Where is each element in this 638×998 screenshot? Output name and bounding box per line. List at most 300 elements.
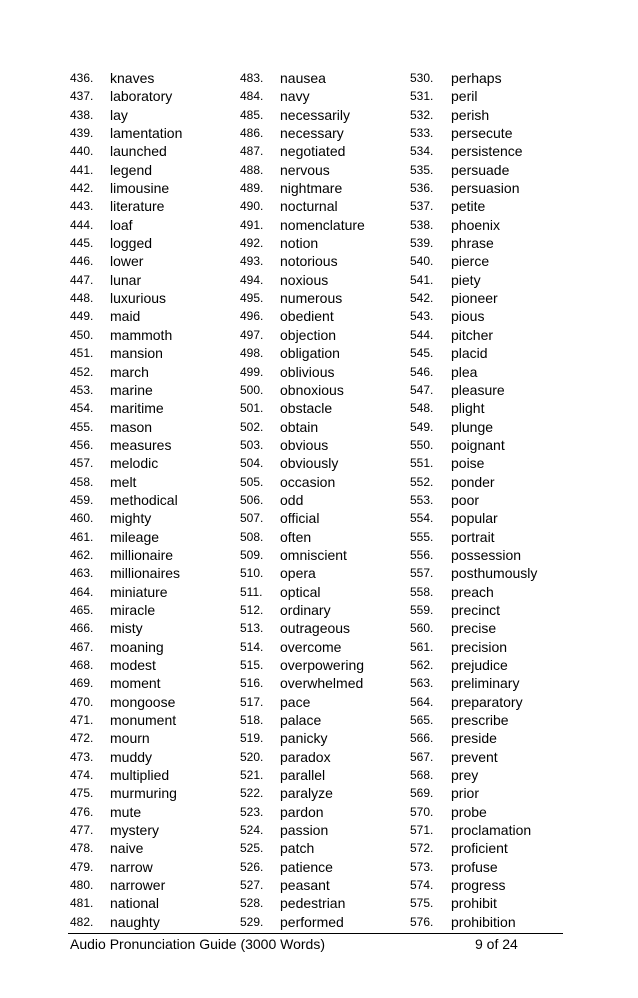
entry-number: 551. <box>410 456 434 471</box>
entry-word: persistence <box>451 143 523 160</box>
entry-word: occasion <box>280 473 336 490</box>
entry-word: misty <box>110 620 143 637</box>
list-item <box>70 729 182 747</box>
entry-word: miniature <box>110 583 168 600</box>
list-item <box>410 693 537 711</box>
entry-word: prevent <box>451 748 498 765</box>
entry-number: 462. <box>70 547 94 562</box>
entry-word: outrageous <box>280 620 351 637</box>
entry-word: mammoth <box>110 326 173 343</box>
entry-word: pierce <box>451 253 490 270</box>
list-item <box>240 142 365 160</box>
entry-number: 533. <box>410 126 434 141</box>
list-item <box>410 344 537 362</box>
entry-word: navy <box>280 88 310 105</box>
entry-number: 541. <box>410 272 434 287</box>
list-item <box>410 216 537 234</box>
entry-word: nausea <box>280 70 326 86</box>
entry-number: 481. <box>70 896 94 911</box>
entry-word: knaves <box>110 70 155 86</box>
entry-number: 524. <box>240 823 264 838</box>
list-item <box>410 142 537 160</box>
list-item <box>70 179 182 197</box>
entry-word: millionaire <box>110 546 174 563</box>
entry-number: 471. <box>70 713 94 728</box>
list-item <box>410 326 537 344</box>
entry-word: obviously <box>280 455 339 472</box>
entry-word: probe <box>451 803 487 820</box>
list-item <box>410 913 537 931</box>
entry-number: 557. <box>410 566 434 581</box>
entry-word: modest <box>110 657 156 673</box>
entry-number: 490. <box>240 199 264 214</box>
entry-number: 455. <box>70 419 94 434</box>
entry-word: prior <box>451 785 480 802</box>
entry-word: overwhelmed <box>280 675 364 692</box>
entry-number: 544. <box>410 327 434 342</box>
entry-number: 539. <box>410 236 434 251</box>
entry-number: 556. <box>410 547 434 562</box>
entry-number: 528. <box>240 896 264 911</box>
entry-number: 555. <box>410 529 434 544</box>
list-item <box>410 894 537 912</box>
entry-word: lamentation <box>110 125 183 142</box>
list-item <box>410 564 537 582</box>
entry-number: 530. <box>410 71 434 85</box>
list-item <box>410 234 537 252</box>
entry-word: perhaps <box>451 70 502 86</box>
list-item <box>410 546 537 564</box>
entry-number: 468. <box>70 658 94 672</box>
list-item <box>240 234 365 252</box>
entry-word: numerous <box>280 290 343 307</box>
entry-word: measures <box>110 436 172 453</box>
entry-word: precise <box>451 620 497 637</box>
entry-number: 527. <box>240 878 264 893</box>
entry-word: limousine <box>110 180 170 197</box>
entry-word: profuse <box>451 858 498 875</box>
entry-word: performed <box>280 913 344 930</box>
entry-word: palace <box>280 712 322 729</box>
entry-number: 495. <box>240 291 264 306</box>
entry-number: 493. <box>240 254 264 269</box>
entry-number: 545. <box>410 346 434 361</box>
entry-number: 534. <box>410 144 434 159</box>
list-item <box>410 876 537 894</box>
entry-number: 516. <box>240 676 264 691</box>
entry-number: 472. <box>70 731 94 746</box>
list-item <box>70 528 182 546</box>
list-item <box>240 528 365 546</box>
list-item <box>410 69 537 87</box>
entry-number: 506. <box>240 492 264 507</box>
list-item <box>70 197 182 215</box>
entry-word: notion <box>280 235 319 252</box>
entry-number: 500. <box>240 382 264 397</box>
list-item <box>410 161 537 179</box>
entry-number: 546. <box>410 364 434 379</box>
entry-number: 473. <box>70 749 94 764</box>
list-item <box>70 106 182 124</box>
entry-word: preside <box>451 730 497 747</box>
list-item <box>410 821 537 839</box>
list-item <box>240 161 365 179</box>
entry-word: ponder <box>451 473 495 490</box>
list-item <box>240 876 365 894</box>
entry-number: 461. <box>70 529 94 544</box>
entry-number: 512. <box>240 602 264 617</box>
list-item <box>410 674 537 692</box>
list-item <box>240 344 365 362</box>
entry-word: paralyze <box>280 785 333 802</box>
entry-number: 494. <box>240 272 264 287</box>
list-item <box>240 729 365 747</box>
entry-word: lunar <box>110 271 142 288</box>
entry-number: 444. <box>70 217 94 232</box>
entry-word: poignant <box>451 436 505 453</box>
entry-number: 453. <box>70 382 94 397</box>
entry-word: patience <box>280 858 333 875</box>
list-item <box>240 454 365 472</box>
entry-number: 510. <box>240 566 264 581</box>
entry-word: precision <box>451 638 508 655</box>
entry-number: 573. <box>410 859 434 874</box>
entry-number: 576. <box>410 914 434 929</box>
list-item <box>70 803 182 821</box>
list-item <box>70 674 182 692</box>
entry-word: naughty <box>110 913 160 930</box>
list-item <box>70 161 182 179</box>
entry-word: placid <box>451 345 488 362</box>
entry-number: 491. <box>240 217 264 232</box>
entry-number: 536. <box>410 181 434 196</box>
entry-number: 448. <box>70 291 94 306</box>
entry-word: pious <box>451 308 485 325</box>
list-item <box>70 69 182 87</box>
entry-word: paradox <box>280 748 331 765</box>
entry-word: oblivious <box>280 363 335 380</box>
list-item <box>410 601 537 619</box>
entry-word: nomenclature <box>280 216 365 233</box>
entry-word: millionaires <box>110 565 181 582</box>
entry-word: pioneer <box>451 290 498 307</box>
entry-number: 477. <box>70 823 94 838</box>
entry-number: 463. <box>70 566 94 581</box>
list-item <box>240 436 365 454</box>
entry-word: monument <box>110 712 177 729</box>
entry-number: 520. <box>240 749 264 764</box>
entry-word: mourn <box>110 730 150 747</box>
entry-number: 564. <box>410 694 434 709</box>
list-item <box>70 234 182 252</box>
entry-number: 519. <box>240 731 264 746</box>
list-item <box>240 106 365 124</box>
word-column-2 <box>240 69 365 931</box>
entry-word: obstacle <box>280 400 333 417</box>
entry-number: 529. <box>240 914 264 929</box>
list-item <box>240 839 365 857</box>
entry-word: proficient <box>451 840 508 857</box>
list-item <box>240 271 365 289</box>
entry-number: 562. <box>410 658 434 672</box>
list-item <box>410 491 537 509</box>
entry-number: 475. <box>70 786 94 801</box>
entry-number: 552. <box>410 474 434 489</box>
entry-word: pace <box>280 693 311 710</box>
entry-number: 487. <box>240 144 264 159</box>
entry-word: miracle <box>110 601 156 618</box>
entry-word: prescribe <box>451 712 509 729</box>
list-item <box>240 69 365 87</box>
entry-word: obvious <box>280 436 329 453</box>
entry-word: maid <box>110 308 141 325</box>
entry-word: pedestrian <box>280 895 346 912</box>
list-item <box>410 436 537 454</box>
footer-divider <box>68 933 563 934</box>
list-item <box>70 344 182 362</box>
entry-number: 504. <box>240 456 264 471</box>
entry-word: often <box>280 528 312 545</box>
entry-number: 467. <box>70 639 94 654</box>
list-item <box>70 381 182 399</box>
entry-word: peril <box>451 88 478 105</box>
entry-word: plunge <box>451 418 494 435</box>
list-item <box>410 638 537 656</box>
entry-word: preach <box>451 583 494 600</box>
list-item <box>70 87 182 105</box>
entry-number: 446. <box>70 254 94 269</box>
entry-word: pitcher <box>451 326 494 343</box>
entry-word: omniscient <box>280 546 347 563</box>
list-item <box>240 546 365 564</box>
entry-word: nervous <box>280 161 330 178</box>
entry-word: parallel <box>280 767 326 784</box>
entry-number: 567. <box>410 749 434 764</box>
entry-word: maritime <box>110 400 164 417</box>
list-item <box>70 399 182 417</box>
entry-word: obedient <box>280 308 334 325</box>
entry-word: official <box>280 510 320 527</box>
entry-word: necessarily <box>280 106 351 123</box>
entry-number: 482. <box>70 914 94 929</box>
entry-number: 441. <box>70 162 94 177</box>
entry-number: 501. <box>240 401 264 416</box>
entry-number: 485. <box>240 107 264 122</box>
word-column-3 <box>410 69 537 931</box>
entry-number: 449. <box>70 309 94 324</box>
entry-number: 469. <box>70 676 94 691</box>
entry-word: persecute <box>451 125 513 142</box>
entry-word: launched <box>110 143 167 160</box>
entry-number: 570. <box>410 804 434 819</box>
entry-word: popular <box>451 510 498 527</box>
entry-number: 458. <box>70 474 94 489</box>
list-item <box>410 289 537 307</box>
list-item <box>240 913 365 931</box>
list-item <box>70 436 182 454</box>
entry-number: 459. <box>70 492 94 507</box>
list-item <box>410 656 537 674</box>
entry-number: 553. <box>410 492 434 507</box>
entry-number: 550. <box>410 437 434 452</box>
list-item <box>410 418 537 436</box>
entry-word: naive <box>110 840 144 857</box>
entry-number: 442. <box>70 181 94 196</box>
list-item <box>70 271 182 289</box>
entry-number: 537. <box>410 199 434 214</box>
list-item <box>240 509 365 527</box>
entry-word: possession <box>451 546 522 563</box>
entry-number: 569. <box>410 786 434 801</box>
list-item <box>240 619 365 637</box>
entry-word: progress <box>451 877 506 894</box>
entry-number: 554. <box>410 511 434 526</box>
entry-word: moaning <box>110 638 164 655</box>
entry-number: 452. <box>70 364 94 379</box>
entry-word: peasant <box>280 877 330 894</box>
list-item <box>70 216 182 234</box>
entry-word: obtain <box>280 418 319 435</box>
entry-number: 470. <box>70 694 94 709</box>
list-item <box>240 674 365 692</box>
entry-number: 450. <box>70 327 94 342</box>
entry-number: 560. <box>410 621 434 636</box>
entry-word: multiplied <box>110 767 170 784</box>
entry-word: literature <box>110 198 165 215</box>
list-item <box>70 784 182 802</box>
entry-word: prey <box>451 767 479 784</box>
list-item <box>70 821 182 839</box>
entry-number: 535. <box>410 162 434 177</box>
list-item <box>70 894 182 912</box>
entry-number: 474. <box>70 768 94 783</box>
entry-number: 483. <box>240 71 264 85</box>
list-item <box>240 858 365 876</box>
list-item <box>410 729 537 747</box>
list-item <box>70 913 182 931</box>
entry-number: 480. <box>70 878 94 893</box>
entry-word: portrait <box>451 528 495 545</box>
entry-number: 543. <box>410 309 434 324</box>
entry-word: mighty <box>110 510 152 527</box>
list-item <box>410 858 537 876</box>
list-item <box>240 491 365 509</box>
list-item <box>70 839 182 857</box>
entry-word: patch <box>280 840 315 857</box>
list-item <box>70 509 182 527</box>
list-item <box>410 124 537 142</box>
entry-number: 505. <box>240 474 264 489</box>
list-item <box>410 583 537 601</box>
list-item <box>410 784 537 802</box>
entry-number: 542. <box>410 291 434 306</box>
list-item <box>70 289 182 307</box>
entry-number: 508. <box>240 529 264 544</box>
entry-word: mute <box>110 803 142 820</box>
entry-number: 436. <box>70 71 94 85</box>
entry-number: 443. <box>70 199 94 214</box>
entry-number: 439. <box>70 126 94 141</box>
entry-number: 440. <box>70 144 94 159</box>
list-item <box>240 289 365 307</box>
list-item <box>70 766 182 784</box>
list-item <box>410 87 537 105</box>
entry-word: phrase <box>451 235 494 252</box>
entry-number: 456. <box>70 437 94 452</box>
list-item <box>410 454 537 472</box>
entry-number: 514. <box>240 639 264 654</box>
list-item <box>240 197 365 215</box>
word-column-1 <box>70 69 182 931</box>
entry-number: 437. <box>70 89 94 104</box>
entry-number: 565. <box>410 713 434 728</box>
entry-number: 571. <box>410 823 434 838</box>
page-number: 9 of 24 <box>475 936 518 952</box>
entry-word: poise <box>451 455 485 472</box>
entry-number: 515. <box>240 658 264 672</box>
entry-number: 451. <box>70 346 94 361</box>
list-item <box>240 179 365 197</box>
list-item <box>240 473 365 491</box>
list-item <box>70 418 182 436</box>
entry-word: nightmare <box>280 180 343 197</box>
entry-number: 479. <box>70 859 94 874</box>
entry-word: precinct <box>451 601 501 618</box>
list-item <box>70 858 182 876</box>
list-item <box>70 748 182 766</box>
entry-word: notorious <box>280 253 338 270</box>
list-item <box>70 326 182 344</box>
entry-number: 526. <box>240 859 264 874</box>
entry-word: prejudice <box>451 657 508 673</box>
list-item <box>240 638 365 656</box>
entry-number: 523. <box>240 804 264 819</box>
entry-word: preliminary <box>451 675 520 692</box>
list-item <box>410 271 537 289</box>
list-item <box>70 124 182 142</box>
list-item <box>410 748 537 766</box>
entry-number: 522. <box>240 786 264 801</box>
list-item <box>410 803 537 821</box>
list-item <box>410 197 537 215</box>
entry-word: national <box>110 895 160 912</box>
list-item <box>70 564 182 582</box>
list-item <box>70 601 182 619</box>
entry-word: mason <box>110 418 153 435</box>
entry-number: 548. <box>410 401 434 416</box>
list-item <box>240 216 365 234</box>
entry-word: noxious <box>280 271 329 288</box>
list-item <box>70 491 182 509</box>
list-item <box>410 399 537 417</box>
entry-word: logged <box>110 235 153 252</box>
list-item <box>240 124 365 142</box>
list-item <box>240 399 365 417</box>
entry-word: lower <box>110 253 144 270</box>
entry-number: 486. <box>240 126 264 141</box>
entry-number: 547. <box>410 382 434 397</box>
list-item <box>410 766 537 784</box>
list-item <box>410 252 537 270</box>
entry-word: persuasion <box>451 180 520 197</box>
entry-word: odd <box>280 491 304 508</box>
entry-number: 460. <box>70 511 94 526</box>
list-item <box>410 509 537 527</box>
entry-word: mansion <box>110 345 163 362</box>
entry-word: mystery <box>110 822 159 839</box>
entry-word: overcome <box>280 638 342 655</box>
entry-number: 502. <box>240 419 264 434</box>
